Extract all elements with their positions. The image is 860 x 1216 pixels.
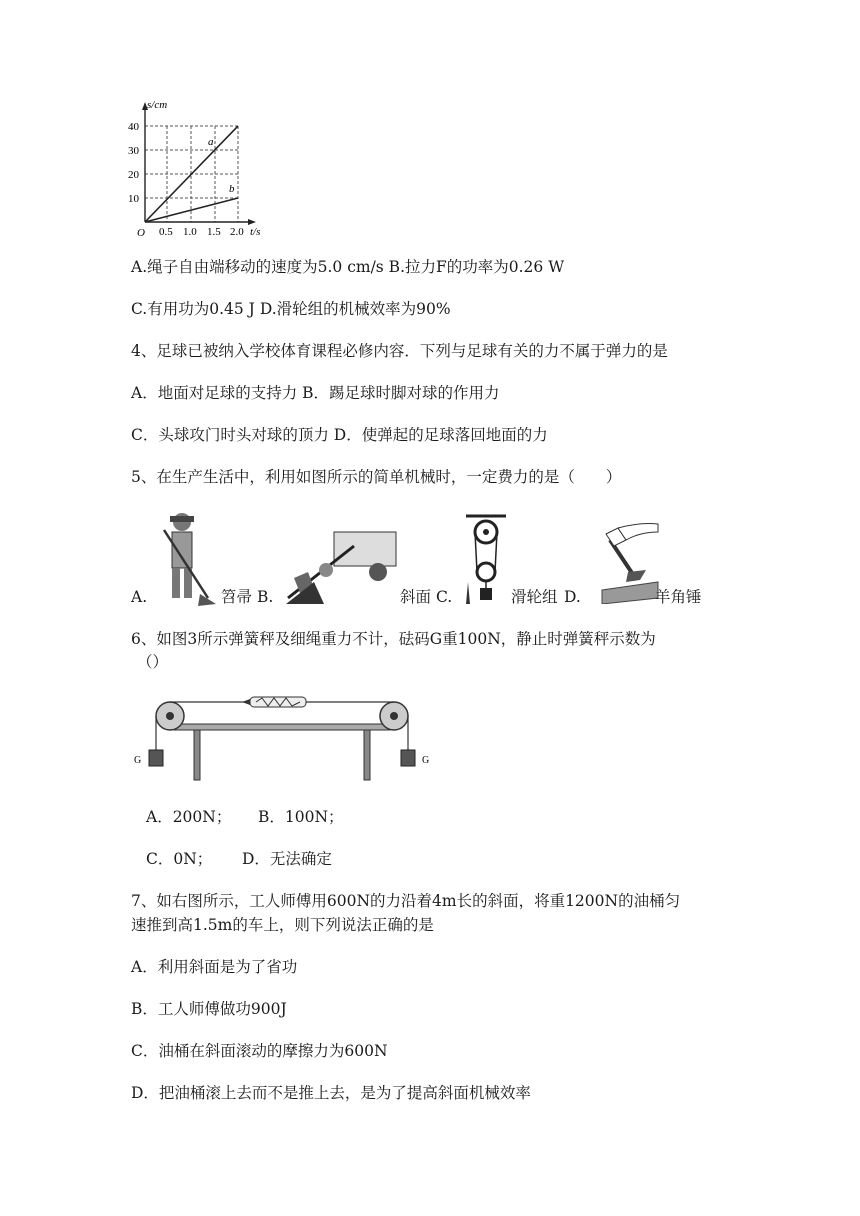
x-tick-label: 1.5 xyxy=(207,226,221,238)
spring-scale-table-diagram xyxy=(130,686,440,786)
q7-option-d: D．把油桶滚上去而不是推上去，是为了提高斜面机械效率 xyxy=(131,1084,531,1102)
pulley-block-image xyxy=(462,512,510,604)
incline-ramp-image xyxy=(284,522,400,606)
q5-option-b-label: 斜面 xyxy=(400,588,432,606)
q5-option-d-letter: D. xyxy=(564,588,581,606)
y-tick-label: 30 xyxy=(128,145,139,157)
y-tick-label: 10 xyxy=(128,193,139,205)
y-axis-label: s/cm xyxy=(147,99,168,111)
q7-stem-line-1: 7、如右图所示，工人师傅用600N的力沿着4m长的斜面，将重1200N的油桶匀 xyxy=(131,892,681,910)
q4-options-line-2: C．头球攻门时头对球的顶力 D．使弹起的足球落回地面的力 xyxy=(131,426,548,444)
q6-stem-line-1: 6、如图3所示弹簧秤及细绳重力不计，砝码G重100N，静止时弹簧秤示数为 xyxy=(131,630,656,648)
q7-option-a: A．利用斜面是为了省功 xyxy=(131,958,298,976)
q7-option-c: C．油桶在斜面滚动的摩擦力为600N xyxy=(131,1042,388,1060)
q5-stem: 5、在生产生活中，利用如图所示的简单机械时，一定费力的是（ ） xyxy=(131,468,622,486)
y-tick-label: 40 xyxy=(128,121,139,133)
q5-option-d-label: 羊角锤 xyxy=(655,588,702,606)
q6-option-b: B．100N； xyxy=(258,808,344,826)
q5-option-a-letter: A. xyxy=(131,588,148,606)
q7-option-b: B．工人师傅做功900J xyxy=(131,1000,287,1018)
q3-options-line-2: C.有用功为0.45 J D.滑轮组的机械效率为90% xyxy=(131,300,451,318)
q6-stem-line-2: （） xyxy=(137,653,169,671)
x-tick-label: 2.0 xyxy=(230,226,244,238)
q4-stem: 4、足球已被纳入学校体育课程必修内容．下列与足球有关的力不属于弹力的是 xyxy=(131,342,668,360)
q7-stem-line-2: 速推到高1.5m的车上，则下列说法正确的是 xyxy=(131,916,434,934)
series-label-a: a xyxy=(208,136,214,148)
q6-option-d: D．无法确定 xyxy=(242,850,332,868)
q4-options-line-1: A．地面对足球的支持力 B．踢足球时脚对球的作用力 xyxy=(131,384,500,402)
q6-option-a: A．200N； xyxy=(146,808,232,826)
q5-option-b-letter: B. xyxy=(257,588,274,606)
q5-option-c-label: 滑轮组 xyxy=(511,588,558,606)
q5-option-c-letter: C. xyxy=(436,588,453,606)
q5-option-a-label: 笤帚 xyxy=(221,588,253,606)
weight-label-right: G xyxy=(422,755,430,766)
broom-sweeper-image xyxy=(150,508,220,608)
q3-options-line-1: A.绳子自由端移动的速度为5.0 cm/s B.拉力F的功率为0.26 W xyxy=(131,258,565,276)
y-tick-label: 20 xyxy=(128,169,139,181)
x-axis-label: t/s xyxy=(250,226,261,238)
series-label-b: b xyxy=(229,183,235,195)
claw-hammer-image xyxy=(600,520,660,604)
x-tick-label: 1.0 xyxy=(183,226,197,238)
weight-label-left: G xyxy=(134,755,142,766)
s-t-graph xyxy=(120,96,280,240)
x-tick-label: 0.5 xyxy=(159,226,173,238)
q6-option-c: C．0N； xyxy=(146,850,213,868)
origin-label: O xyxy=(137,227,145,239)
